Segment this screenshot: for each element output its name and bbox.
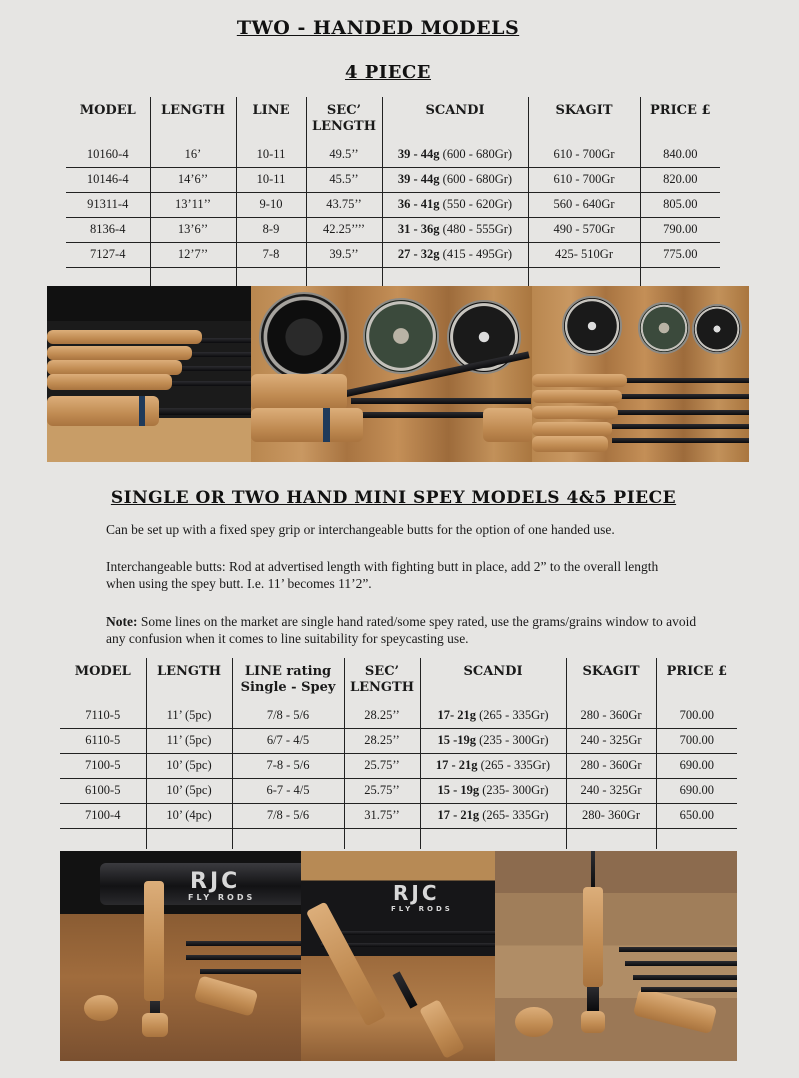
cell-line: 10-11 [236, 142, 306, 167]
scandi-grams: 17 - 21g [435, 758, 478, 772]
cell-price: 690.00 [656, 778, 737, 803]
cell-sec-length: 28.25’’ [344, 703, 420, 728]
table-blank-row [66, 267, 720, 288]
note-label: Note: [106, 614, 138, 629]
blank-cell [60, 828, 146, 849]
cell-line: 10-11 [236, 167, 306, 192]
cell-scandi [420, 703, 566, 728]
cell-sec-length: 28.25’’ [344, 728, 420, 753]
cell-length: 14’6’’ [150, 167, 236, 192]
cell-sec-length: 42.25’’’’ [306, 217, 382, 242]
cell-skagit: 610 - 700Gr [528, 142, 640, 167]
scandi-grams: 17 - 21g [437, 808, 480, 822]
scandi-grams: 39 - 44g [397, 172, 440, 186]
blank-cell [420, 828, 566, 849]
cell-line: 7/8 - 5/6 [232, 703, 344, 728]
header-line-rating: LINE rating Single - Spey [232, 658, 344, 703]
table-blank-row [60, 828, 737, 849]
tube-subtitle-2: FLY RODS [391, 905, 453, 913]
blank-cell [146, 828, 232, 849]
table-row [60, 803, 737, 828]
header-scandi: SCANDI [420, 658, 566, 703]
description-paragraph-2: Interchangeable butts: Rod at advertised length with fighting butt in place, add 2” to the overall length when using the spey butt. I.e. 11’ becomes 11’2”. [106, 559, 659, 591]
cell-skagit: 425- 510Gr [528, 242, 640, 267]
cell-line: 6-7 - 4/5 [232, 778, 344, 803]
scandi-grains: (600 - 680Gr) [442, 172, 513, 186]
cell-model: 91311-4 [66, 192, 150, 217]
header-skagit: SKAGIT [566, 658, 656, 703]
cell-length: 11’ (5pc) [146, 703, 232, 728]
cell-price: 700.00 [656, 703, 737, 728]
rod-on-tube-photo [301, 851, 496, 1061]
note-paragraph [106, 613, 706, 647]
cell-length: 11’ (5pc) [146, 728, 232, 753]
scandi-grains: (550 - 620Gr) [442, 197, 513, 211]
blank-cell [344, 828, 420, 849]
cell-price: 650.00 [656, 803, 737, 828]
scandi-grams: 15 - 19g [437, 783, 480, 797]
table-row [66, 167, 720, 192]
cell-skagit: 280- 360Gr [566, 803, 656, 828]
header-model: MODEL [74, 664, 131, 679]
cell-line: 9-10 [236, 192, 306, 217]
cell-line: 7/8 - 5/6 [232, 803, 344, 828]
section2-heading: SINGLE OR TWO HAND MINI SPEY MODELS 4&5 PIECE [110, 488, 677, 508]
cell-line: 7-8 [236, 242, 306, 267]
table-row [60, 753, 737, 778]
table-row [60, 703, 737, 728]
cell-length: 10’ (4pc) [146, 803, 232, 828]
blank-cell [640, 267, 720, 288]
header-line: LINE [236, 97, 306, 142]
cell-scandi [382, 167, 528, 192]
cell-scandi [420, 803, 566, 828]
cell-length: 10’ (5pc) [146, 753, 232, 778]
cell-model: 10160-4 [66, 142, 150, 167]
cell-sec-length: 45.5’’ [306, 167, 382, 192]
cell-price: 790.00 [640, 217, 720, 242]
header-skagit: SKAGIT [528, 97, 640, 142]
scandi-grains: (480 - 555Gr) [442, 222, 513, 236]
table-row [66, 242, 720, 267]
cell-sec-length: 25.75’’ [344, 753, 420, 778]
cell-scandi [382, 242, 528, 267]
scandi-grains: (600 - 680Gr) [442, 146, 513, 161]
blank-cell [656, 828, 737, 849]
header-length: LENGTH [146, 658, 232, 703]
cell-skagit: 560 - 640Gr [528, 192, 640, 217]
cell-price: 840.00 [640, 142, 720, 167]
scandi-grams: 15 -19g [437, 733, 476, 747]
note-text: Some lines on the market are single hand rated/some spey rated, use the grams/grains window to avoid any confusion when it comes to line suitability for speycasting use. [106, 614, 697, 646]
cell-sec-length: 25.75’’ [344, 778, 420, 803]
blank-cell [306, 267, 382, 288]
section1-heading: 4 PIECE [344, 62, 431, 83]
cell-scandi [420, 728, 566, 753]
scandi-grams: 17- 21g [437, 707, 476, 722]
cell-length: 13’11’’ [150, 192, 236, 217]
scandi-grains: (265- 335Gr) [482, 808, 549, 822]
scandi-grams: 27 - 32g [397, 247, 440, 261]
blank-cell [232, 828, 344, 849]
cell-line: 7-8 - 5/6 [232, 753, 344, 778]
table-row [60, 728, 737, 753]
table-row [66, 192, 720, 217]
cell-sec-length: 39.5’’ [306, 242, 382, 267]
tube-logo-2: RJC [393, 881, 440, 905]
cell-skagit: 280 - 360Gr [566, 703, 656, 728]
interchangeable-butts-photo [495, 851, 737, 1061]
mini-spey-table [60, 658, 737, 849]
scandi-grains: (415 - 495Gr) [442, 247, 513, 261]
cell-price: 775.00 [640, 242, 720, 267]
cell-sec-length: 31.75’’ [344, 803, 420, 828]
table-row [66, 142, 720, 167]
blank-cell [382, 267, 528, 288]
cell-price: 700.00 [656, 728, 737, 753]
cell-model: 10146-4 [66, 167, 150, 192]
cell-model: 6110-5 [60, 728, 146, 753]
header-sec-length: SEC’ LENGTH [306, 97, 382, 142]
cell-length: 13’6’’ [150, 217, 236, 242]
blank-cell [66, 267, 150, 288]
rod-grips-photo [47, 286, 252, 462]
cell-skagit: 240 - 325Gr [566, 778, 656, 803]
cell-skagit: 240 - 325Gr [566, 728, 656, 753]
blank-cell [150, 267, 236, 288]
cell-model: 8136-4 [66, 217, 150, 242]
scandi-grains: (265 - 335Gr) [479, 707, 549, 722]
cell-price: 820.00 [640, 167, 720, 192]
blank-cell [566, 828, 656, 849]
cell-line: 6/7 - 4/5 [232, 728, 344, 753]
cell-scandi [382, 192, 528, 217]
table-row [66, 217, 720, 242]
cell-scandi [382, 217, 528, 242]
blank-cell [528, 267, 640, 288]
four-piece-table [66, 97, 720, 288]
cell-skagit: 280 - 360Gr [566, 753, 656, 778]
header-length: LENGTH [150, 97, 236, 142]
header-scandi: SCANDI [382, 97, 528, 142]
cell-price: 805.00 [640, 192, 720, 217]
reels-and-rods-photo [532, 286, 749, 462]
scandi-grains: (265 - 335Gr) [480, 758, 551, 772]
header-model: MODEL [79, 103, 136, 118]
cell-sec-length: 43.75’’ [306, 192, 382, 217]
cell-sec-length: 49.5’’ [306, 142, 382, 167]
cell-scandi [420, 778, 566, 803]
cell-scandi [420, 753, 566, 778]
blank-cell [236, 267, 306, 288]
reels-photo [251, 286, 533, 462]
cell-model: 7100-4 [60, 803, 146, 828]
header-price: PRICE £ [640, 97, 720, 142]
scandi-grains: (235- 300Gr) [482, 783, 549, 797]
cell-model: 6100-5 [60, 778, 146, 803]
scandi-grains: (235 - 300Gr) [479, 733, 549, 747]
cell-model: 7100-5 [60, 753, 146, 778]
cell-line: 8-9 [236, 217, 306, 242]
cell-length: 10’ (5pc) [146, 778, 232, 803]
cell-scandi [382, 142, 528, 167]
cell-skagit: 610 - 700Gr [528, 167, 640, 192]
tube-subtitle: FLY RODS [188, 893, 256, 902]
page-title: TWO - HANDED MODELS [236, 17, 520, 39]
rod-tube-photo [60, 851, 302, 1061]
table-row [60, 778, 737, 803]
cell-model: 7110-5 [60, 703, 146, 728]
cell-skagit: 490 - 570Gr [528, 217, 640, 242]
description-paragraph-1: Can be set up with a fixed spey grip or interchangeable butts for the option of one handed use. [106, 522, 615, 537]
cell-length: 16’ [150, 142, 236, 167]
header-price: PRICE £ [656, 658, 737, 703]
tube-logo: RJC [190, 869, 241, 894]
cell-price: 690.00 [656, 753, 737, 778]
scandi-grams: 31 - 36g [397, 222, 440, 236]
scandi-grams: 36 - 41g [397, 197, 440, 211]
header-sec-length: SEC’ LENGTH [344, 658, 420, 703]
scandi-grams: 39 - 44g [397, 146, 440, 161]
cell-length: 12’7’’ [150, 242, 236, 267]
cell-model: 7127-4 [66, 242, 150, 267]
